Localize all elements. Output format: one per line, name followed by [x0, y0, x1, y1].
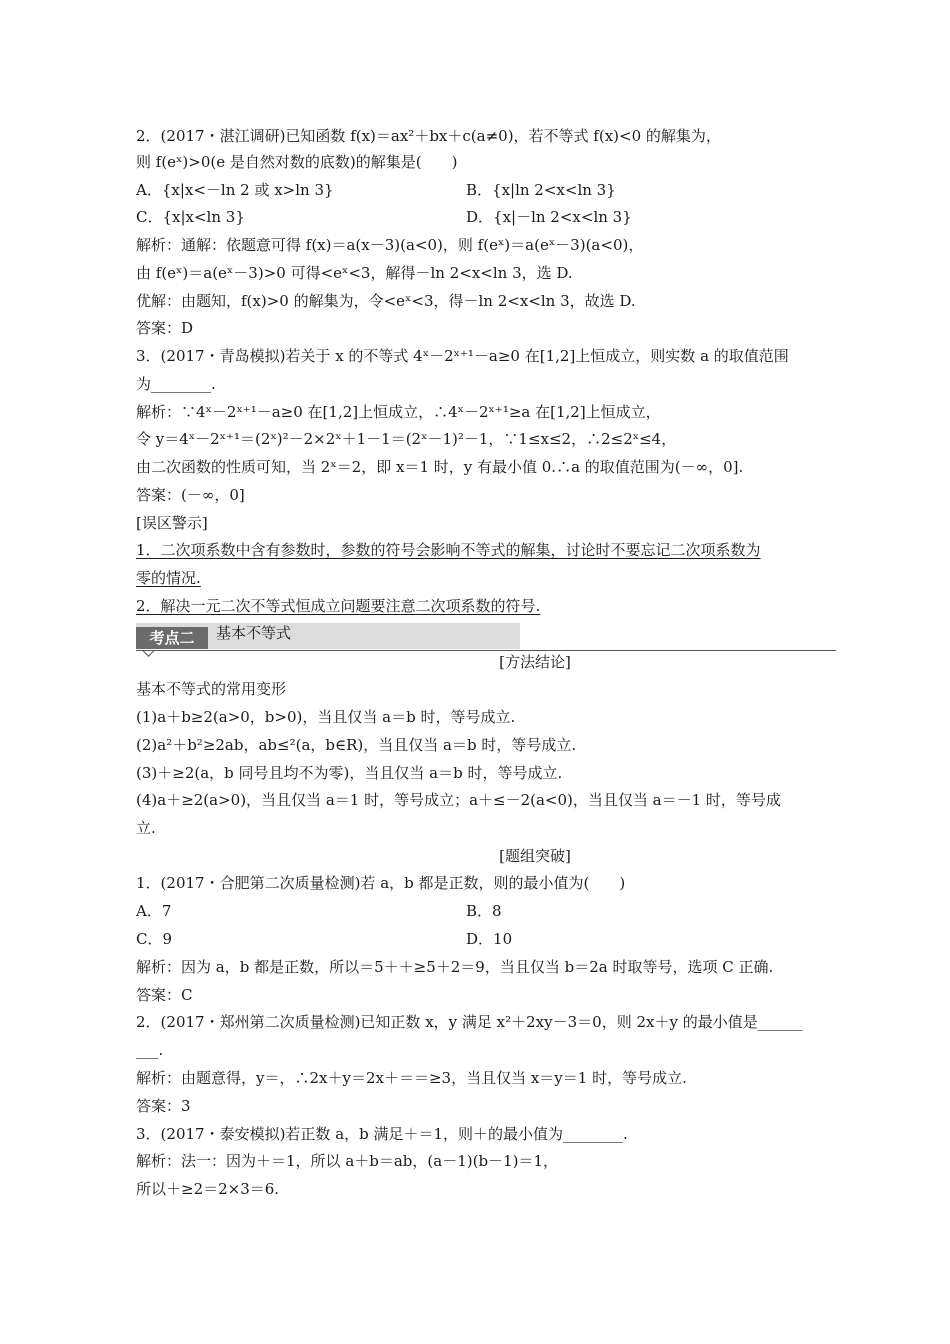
- problem-3-stem-line1: 3．(2017・青岛模拟)若关于 x 的不等式 4ˣ－2ˣ⁺¹－a≥0 在[1,2]上恒成立，则实数 a 的取值范围: [136, 347, 789, 365]
- method-item-1: (1)a＋b≥2(a>0，b>0)，当且仅当 a＝b 时，等号成立.: [136, 708, 516, 726]
- option-b: B．{x|ln 2<x<ln 3}: [466, 181, 616, 199]
- problem-3-stem-line2: 为________.: [136, 375, 216, 393]
- solution-line: 由 f(eˣ)＝a(eˣ－3)>0 可得<eˣ<3，解得－ln 2<x<ln 3，选 D.: [136, 264, 573, 282]
- method-heading: [方法结论]: [499, 653, 571, 671]
- option-b: B．8: [466, 902, 502, 920]
- problem-2-stem-line1: 2．(2017・郑州第二次质量检测)已知正数 x，y 满足 x²＋2xy－3＝0，则 2x＋y 的最小值是______: [136, 1013, 803, 1031]
- section-divider: [136, 650, 836, 651]
- method-item-3: (3)＋≥2(a，b 同号且均不为零)，当且仅当 a＝b 时，等号成立.: [136, 764, 563, 782]
- solution-line: 解析：由题意得，y＝，∴2x＋y＝2x＋＝＝≥3，当且仅当 x＝y＝1 时，等号成立.: [136, 1069, 687, 1087]
- option-a: A．7: [136, 902, 172, 920]
- answer-line: 答案：3: [136, 1097, 191, 1115]
- solution-line: 优解：由题知，f(x)>0 的解集为，令<eˣ<3，得－ln 2<x<ln 3，故选 D.: [136, 292, 636, 310]
- warning-item-2: 2．解决一元二次不等式恒成立问题要注意二次项系数的符号.: [136, 597, 541, 615]
- section-tag: 考点二: [136, 627, 208, 649]
- option-d: D．{x|－ln 2<x<ln 3}: [466, 208, 632, 226]
- solution-line: 解析：法一：因为＋＝1，所以 a＋b＝ab，(a－1)(b－1)＝1，: [136, 1152, 558, 1170]
- solution-line: 解析：因为 a，b 都是正数，所以＝5＋＋≥5＋2＝9，当且仅当 b＝2a 时取等号，选项 C 正确.: [136, 958, 774, 976]
- problem-2-stem-line1: 2．(2017・湛江调研)已知函数 f(x)＝ax²＋bx＋c(a≠0)，若不等式 f(x)<0 的解集为，: [136, 127, 721, 145]
- solution-line: 由二次函数的性质可知，当 2ˣ＝2，即 x＝1 时，y 有最小值 0.∴a 的取值范围为(－∞，0].: [136, 458, 744, 476]
- warning-item-1-cont: 零的情况.: [136, 569, 201, 587]
- method-item-2: (2)a²＋b²≥2ab，ab≤²(a，b∈R)，当且仅当 a＝b 时，等号成立.: [136, 736, 577, 754]
- option-d: D．10: [466, 930, 513, 948]
- method-item-4-cont: 立.: [136, 819, 156, 837]
- method-subtitle: 基本不等式的常用变形: [136, 680, 287, 698]
- option-c: C．{x|x<ln 3}: [136, 208, 245, 226]
- answer-line: 答案：C: [136, 986, 193, 1004]
- option-a: A．{x|x<－ln 2 或 x>ln 3}: [136, 181, 334, 199]
- solution-line: 令 y＝4ˣ－2ˣ⁺¹＝(2ˣ)²－2×2ˣ＋1－1＝(2ˣ－1)²－1，∵1≤x≤2，∴2≤2ˣ≤4，: [136, 430, 677, 448]
- section-title: 基本不等式: [216, 624, 292, 642]
- solution-line: 所以＋≥2＝2×3＝6.: [136, 1180, 280, 1198]
- option-c: C．9: [136, 930, 173, 948]
- problem-2-stem-line2: 则 f(eˣ)>0(e 是自然对数的底数)的解集是( ): [136, 153, 458, 171]
- solution-line: 解析：通解：依题意可得 f(x)＝a(x－3)(a<0)，则 f(eˣ)＝a(eˣ－3)(a<0)，: [136, 236, 644, 254]
- warning-item-1: 1．二次项系数中含有参数时，参数的符号会影响不等式的解集，讨论时不要忘记二次项系数为: [136, 541, 761, 559]
- solution-line: 解析：∵4ˣ－2ˣ⁺¹－a≥0 在[1,2]上恒成立，∴4ˣ－2ˣ⁺¹≥a 在[1,2]上恒成立，: [136, 403, 661, 421]
- problem-2-stem-line2: ___.: [136, 1041, 164, 1059]
- group-heading: [题组突破]: [499, 847, 571, 865]
- warning-heading: [误区警示]: [136, 514, 208, 532]
- problem-3-stem: 3．(2017・泰安模拟)若正数 a，b 满足＋＝1，则＋的最小值为________.: [136, 1125, 628, 1143]
- answer-line: 答案：D: [136, 319, 194, 337]
- problem-1-stem: 1．(2017・合肥第二次质量检测)若 a，b 都是正数，则的最小值为( ): [136, 874, 626, 892]
- method-item-4: (4)a＋≥2(a>0)，当且仅当 a＝1 时，等号成立；a＋≤－2(a<0)，当且仅当 a＝－1 时，等号成: [136, 791, 781, 809]
- answer-line: 答案：(－∞，0]: [136, 486, 245, 504]
